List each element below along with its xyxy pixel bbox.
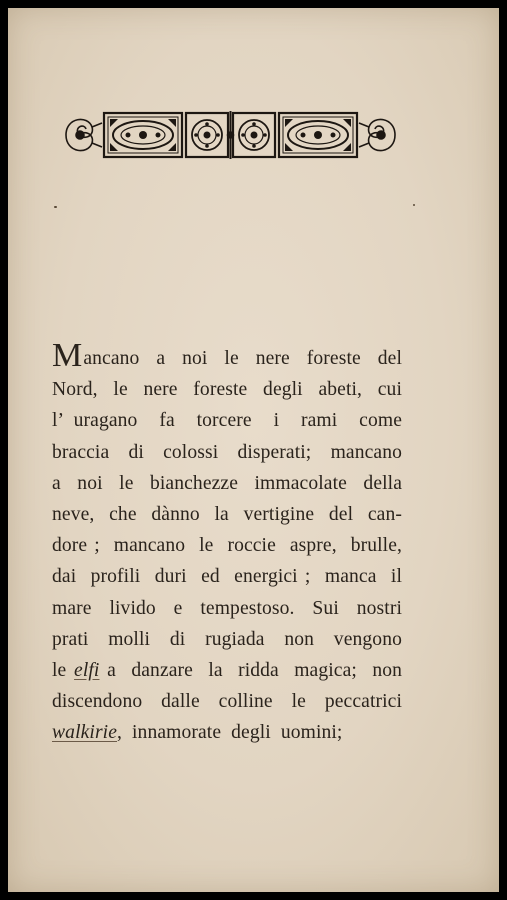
line-text: braccia di colossi disperati; mancano	[52, 441, 402, 463]
text-line	[52, 593, 402, 624]
text-line	[52, 561, 402, 592]
text-line	[52, 717, 402, 748]
text-line	[52, 405, 402, 436]
line-text: le	[52, 660, 75, 682]
line-text: neve, che dànno la vertigine del can-	[52, 504, 402, 526]
italic-word: walkirie	[52, 722, 118, 744]
line-text: dore ; mancano le roccie aspre, brulle,	[52, 535, 402, 557]
line-text: l’ uragano fa torcere i rami come	[52, 410, 402, 432]
line-text: Nord, le nere foreste degli abeti, cui	[52, 379, 402, 401]
text-line	[52, 337, 402, 374]
text-line	[52, 686, 402, 717]
paper-speck	[413, 204, 415, 206]
text-line	[52, 437, 402, 468]
line-text: mare livido e tempestoso. Sui nostri	[52, 597, 402, 619]
line-text: , innamorate degli uomini;	[117, 722, 343, 744]
line-text: discendono dalle colline le peccatrici	[52, 691, 402, 713]
text-line	[52, 374, 402, 405]
body-paragraph	[52, 337, 403, 749]
text-line	[52, 655, 402, 686]
text-line	[52, 530, 402, 561]
decorative-frieze-icon	[58, 105, 403, 165]
line-text: dai profili duri ed energici ; manca il	[52, 566, 402, 588]
line-text: ancano a noi le nere foreste del	[83, 348, 402, 369]
drop-cap: M	[52, 337, 83, 374]
line-text: a noi le bianchezze immacolate della	[52, 472, 402, 494]
paper-speck	[54, 206, 57, 208]
line-text: a danzare la ridda magica; non	[99, 660, 403, 682]
text-line	[52, 499, 402, 530]
book-page	[8, 8, 499, 892]
text-line	[52, 624, 402, 655]
line-text: prati molli di rugiada non vengono	[52, 628, 402, 650]
text-line	[52, 468, 402, 499]
italic-word: elfi	[74, 660, 100, 682]
